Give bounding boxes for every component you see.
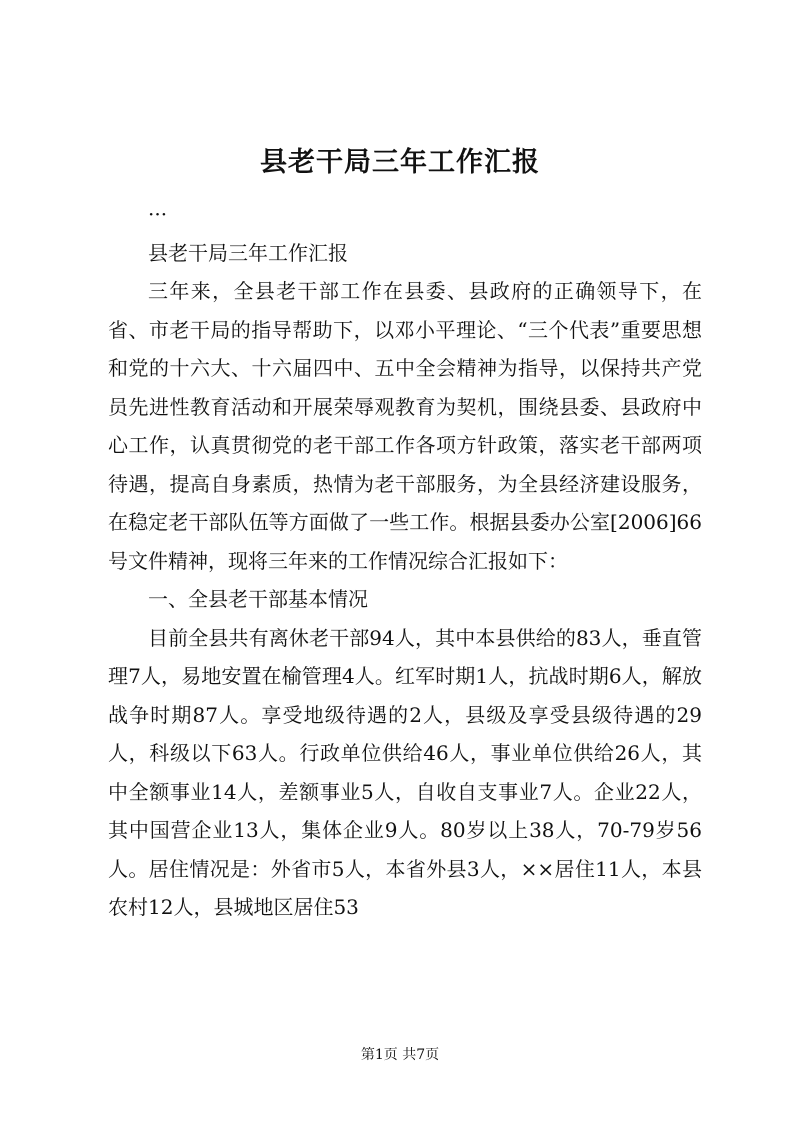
ellipsis-line: ··· — [148, 202, 168, 226]
section-heading: 一、全县老干部基本情况 — [148, 587, 368, 611]
page-number-footer: 第1页 共7页 — [360, 1047, 440, 1063]
subtitle-paragraph: 县老干局三年工作汇报 — [148, 240, 348, 265]
document-body — [108, 195, 702, 927]
statistics-paragraph: 目前全县共有离休老干部94人，其中本县供给的83人，垂直管理7人，易地安置在榆管理4人。红军时期1人，抗战时期6人，解放战争时期87人。享受地级待遇的2人，县级及享受县级待遇的29人，科级以下63人。行政单位供给46人，事业单位供给26人，其中全额事业14人，差额事业5人，自收自支事业7人。企业22人，其中国营企业13人，集体企业9人。80岁以上38人，70-79岁56人。居住情况是：外省市5人，本省外县3人，××居住11人，本县农村12人，县城地区居住53 — [108, 625, 702, 919]
document-title: 县老干局三年工作汇报 — [260, 147, 540, 178]
intro-paragraph: 三年来，全县老干部工作在县委、县政府的正确领导下，在省、市老干局的指导帮助下，以邓小平理论、“三个代表”重要思想和党的十六大、十六届四中、五中全会精神为指导，以保持共产党员先进性教育活动和开展荣辱观教育为契机，围绕县委、县政府中心工作，认真贯彻党的老干部工作各项方针政策，落实老干部两项待遇，提高自身素质，热情为老干部服务，为全县经济建设服务，在稳定老干部队伍等方面做了一些工作。根据县委办公室[2006]66号文件精神，现将三年来的工作情况综合汇报如下： — [108, 279, 702, 573]
